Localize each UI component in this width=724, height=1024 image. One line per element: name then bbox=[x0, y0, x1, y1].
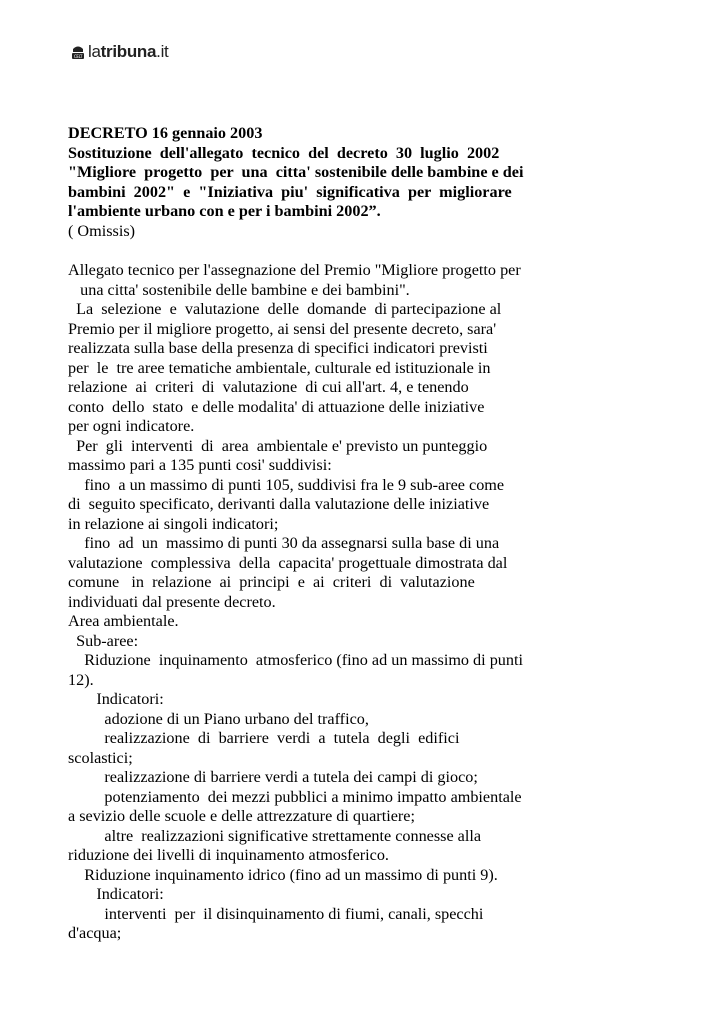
body-line: scolastici; bbox=[68, 748, 133, 767]
body-line: Riduzione inquinamento idrico (fino ad un massimo di punti 9). bbox=[68, 865, 498, 884]
body-line: La selezione e valutazione delle domande di partecipazione al bbox=[68, 300, 502, 318]
body-line: adozione di un Piano urbano del traffico, bbox=[68, 709, 369, 728]
body-line: per ogni indicatore. bbox=[68, 417, 195, 435]
body-line: riduzione dei livelli di inquinamento atmosferico. bbox=[68, 846, 389, 864]
body-line: di seguito specificato, derivanti dalla valutazione delle iniziative bbox=[68, 495, 490, 513]
body-line: realizzazione di barriere verdi a tutela degli edifici bbox=[68, 729, 460, 747]
body-line: valutazione complessiva della capacita' progettuale dimostrata dal bbox=[68, 553, 508, 572]
body-line: potenziamento dei mezzi pubblici a minimo impatto ambientale bbox=[68, 787, 522, 806]
document-body bbox=[68, 261, 568, 944]
body-line: per le tre aree tematiche ambientale, culturale ed istituzionale in bbox=[68, 358, 491, 377]
body-line: individuati dal presente decreto. bbox=[68, 592, 276, 611]
title-line: l'ambiente urbano con e per i bambini 2002”. bbox=[68, 202, 381, 220]
body-line: massimo pari a 135 punti cosi' suddivisi: bbox=[68, 456, 332, 474]
body-line: Premio per il migliore progetto, ai sensi del presente decreto, sara' bbox=[68, 319, 497, 338]
body-line: in relazione ai singoli indicatori; bbox=[68, 514, 279, 533]
body-line: 12). bbox=[68, 670, 94, 689]
logo-suffix: .it bbox=[156, 42, 169, 61]
decree-title bbox=[68, 124, 568, 222]
body-line: Riduzione inquinamento atmosferico (fino ad un massimo di punti bbox=[68, 651, 523, 669]
title-line: "Migliore progetto per una citta' sostenibile delle bambine e dei bbox=[68, 163, 524, 181]
body-line: Area ambientale. bbox=[68, 612, 179, 630]
body-line: Sub-aree: bbox=[68, 631, 139, 650]
logo-prefix: la bbox=[88, 42, 101, 61]
logo-name: tribuna bbox=[100, 42, 157, 61]
body-line: relazione ai criteri di valutazione di cui all'art. 4, e tenendo bbox=[68, 378, 469, 396]
newspaper-logo-icon bbox=[70, 44, 86, 60]
body-line: Indicatori: bbox=[68, 690, 164, 708]
body-line: fino ad un massimo di punti 30 da assegnarsi sulla base di una bbox=[68, 534, 500, 552]
omissis-note: ( Omissis) bbox=[68, 221, 136, 240]
title-line: Sostituzione dell'allegato tecnico del decreto 30 luglio 2002 bbox=[68, 143, 500, 162]
document-content bbox=[68, 124, 568, 944]
title-line: DECRETO 16 gennaio 2003 bbox=[68, 124, 263, 142]
site-logo[interactable] bbox=[70, 42, 168, 62]
body-line: altre realizzazioni significative strettamente connesse alla bbox=[68, 826, 482, 845]
title-line: bambini 2002" e "Iniziativa piu' significativa per migliorare bbox=[68, 182, 512, 201]
body-line: conto dello stato e delle modalita' di attuazione delle iniziative bbox=[68, 397, 485, 416]
body-line: realizzata sulla base della presenza di specifici indicatori previsti bbox=[68, 339, 488, 357]
body-line: a sevizio delle scuole e delle attrezzature di quartiere; bbox=[68, 807, 415, 825]
body-line: una citta' sostenibile delle bambine e dei bambini". bbox=[68, 280, 410, 299]
body-line: Indicatori: bbox=[68, 885, 164, 903]
body-line: fino a un massimo di punti 105, suddivisi fra le 9 sub-aree come bbox=[68, 475, 505, 494]
logo-badge-text: CELT bbox=[73, 54, 83, 59]
body-line: comune in relazione ai principi e ai criteri di valutazione bbox=[68, 573, 475, 591]
body-line: d'acqua; bbox=[68, 924, 122, 942]
body-line: Per gli interventi di area ambientale e' previsto un punteggio bbox=[68, 436, 488, 455]
body-line: interventi per il disinquinamento di fiumi, canali, specchi bbox=[68, 904, 484, 923]
body-line: Allegato tecnico per l'assegnazione del Premio "Migliore progetto per bbox=[68, 261, 521, 279]
body-line: realizzazione di barriere verdi a tutela dei campi di gioco; bbox=[68, 768, 478, 786]
